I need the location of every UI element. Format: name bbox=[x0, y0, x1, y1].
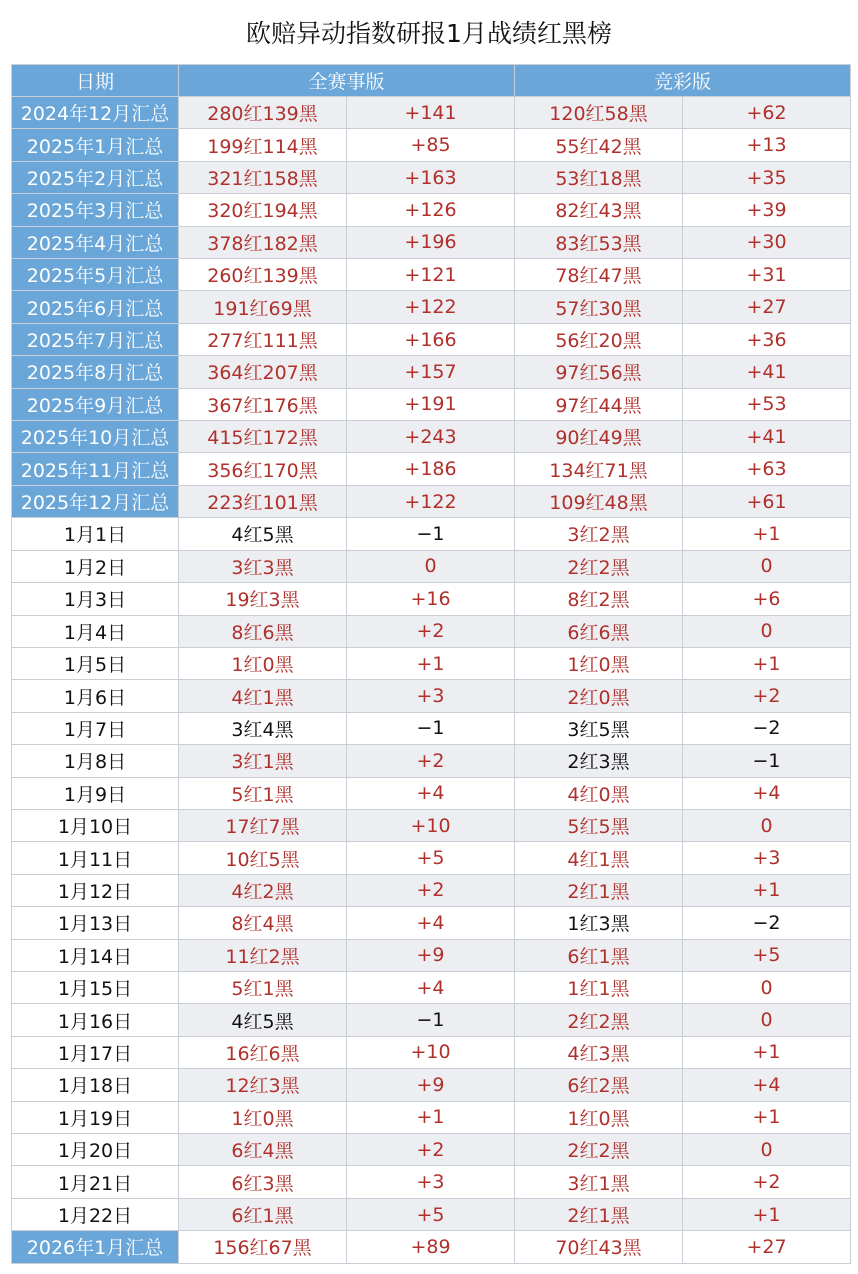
date-cell: 2025年5月汇总 bbox=[12, 259, 179, 291]
table-row bbox=[12, 1069, 851, 1101]
date-cell: 2025年4月汇总 bbox=[12, 226, 179, 258]
all-record-cell: 4红5黑 bbox=[179, 1004, 347, 1036]
summary-row bbox=[12, 485, 851, 517]
jc-record-cell: 6红6黑 bbox=[515, 615, 683, 647]
jc-record-cell: 3红2黑 bbox=[515, 518, 683, 550]
all-record-cell: 415红172黑 bbox=[179, 421, 347, 453]
jc-record-cell: 56红20黑 bbox=[515, 323, 683, 355]
table-row bbox=[12, 1134, 851, 1166]
jc-net-cell: +1 bbox=[683, 647, 851, 679]
jc-net-cell: 0 bbox=[683, 809, 851, 841]
jc-record-cell: 3红1黑 bbox=[515, 1166, 683, 1198]
jc-net-cell: +41 bbox=[683, 421, 851, 453]
table-row bbox=[12, 550, 851, 582]
all-record-cell: 3红1黑 bbox=[179, 745, 347, 777]
jc-net-cell: +53 bbox=[683, 388, 851, 420]
table-row bbox=[12, 680, 851, 712]
all-net-cell: +1 bbox=[347, 647, 515, 679]
summary-row bbox=[12, 453, 851, 485]
results-table bbox=[11, 64, 851, 1264]
jc-net-cell: +4 bbox=[683, 1069, 851, 1101]
jc-net-cell: 0 bbox=[683, 550, 851, 582]
jc-record-cell: 2红1黑 bbox=[515, 1198, 683, 1230]
jc-net-cell: +1 bbox=[683, 518, 851, 550]
all-net-cell: +10 bbox=[347, 1036, 515, 1068]
jc-net-cell: +1 bbox=[683, 1198, 851, 1230]
summary-row bbox=[12, 259, 851, 291]
all-net-cell: +5 bbox=[347, 842, 515, 874]
table-row bbox=[12, 939, 851, 971]
jc-net-cell: +6 bbox=[683, 583, 851, 615]
jc-net-cell: +39 bbox=[683, 194, 851, 226]
table-row bbox=[12, 874, 851, 906]
all-net-cell: +1 bbox=[347, 1101, 515, 1133]
all-record-cell: 4红5黑 bbox=[179, 518, 347, 550]
jc-record-cell: 97红56黑 bbox=[515, 356, 683, 388]
jc-record-cell: 1红0黑 bbox=[515, 1101, 683, 1133]
date-cell: 1月18日 bbox=[12, 1069, 179, 1101]
jc-record-cell: 1红3黑 bbox=[515, 907, 683, 939]
all-net-cell: +9 bbox=[347, 1069, 515, 1101]
all-net-cell: +122 bbox=[347, 485, 515, 517]
table-row bbox=[12, 1004, 851, 1036]
page-title: 欧赔异动指数研报1月战绩红黑榜 bbox=[246, 19, 612, 48]
date-cell: 1月9日 bbox=[12, 777, 179, 809]
jc-net-cell: +27 bbox=[683, 291, 851, 323]
date-cell: 2025年6月汇总 bbox=[12, 291, 179, 323]
date-cell: 2025年11月汇总 bbox=[12, 453, 179, 485]
all-net-cell: 0 bbox=[347, 550, 515, 582]
jc-record-cell: 78红47黑 bbox=[515, 259, 683, 291]
all-record-cell: 356红170黑 bbox=[179, 453, 347, 485]
date-cell: 1月11日 bbox=[12, 842, 179, 874]
all-net-cell: +5 bbox=[347, 1198, 515, 1230]
all-net-cell: +4 bbox=[347, 907, 515, 939]
date-cell: 1月4日 bbox=[12, 615, 179, 647]
all-record-cell: 6红1黑 bbox=[179, 1198, 347, 1230]
all-record-cell: 367红176黑 bbox=[179, 388, 347, 420]
date-cell: 1月13日 bbox=[12, 907, 179, 939]
jc-record-cell: 2红0黑 bbox=[515, 680, 683, 712]
table-body bbox=[12, 97, 851, 1264]
jc-record-cell: 4红1黑 bbox=[515, 842, 683, 874]
all-record-cell: 12红3黑 bbox=[179, 1069, 347, 1101]
jc-record-cell: 57红30黑 bbox=[515, 291, 683, 323]
jc-net-cell: 0 bbox=[683, 1134, 851, 1166]
jc-record-cell: 6红2黑 bbox=[515, 1069, 683, 1101]
all-net-cell: +157 bbox=[347, 356, 515, 388]
jc-net-cell: 0 bbox=[683, 1004, 851, 1036]
jc-net-cell: +27 bbox=[683, 1231, 851, 1263]
all-net-cell: −1 bbox=[347, 1004, 515, 1036]
date-cell: 1月8日 bbox=[12, 745, 179, 777]
all-record-cell: 223红101黑 bbox=[179, 485, 347, 517]
all-net-cell: +2 bbox=[347, 615, 515, 647]
all-net-cell: −1 bbox=[347, 518, 515, 550]
jc-record-cell: 53红18黑 bbox=[515, 161, 683, 193]
table-row bbox=[12, 518, 851, 550]
all-net-cell: +2 bbox=[347, 874, 515, 906]
jc-net-cell: +2 bbox=[683, 680, 851, 712]
header-all-matches: 全赛事版 bbox=[179, 65, 515, 97]
all-net-cell: +4 bbox=[347, 971, 515, 1003]
jc-net-cell: −2 bbox=[683, 907, 851, 939]
jc-net-cell: +63 bbox=[683, 453, 851, 485]
jc-net-cell: 0 bbox=[683, 971, 851, 1003]
all-net-cell: +9 bbox=[347, 939, 515, 971]
all-record-cell: 8红4黑 bbox=[179, 907, 347, 939]
date-cell: 1月1日 bbox=[12, 518, 179, 550]
header-date: 日期 bbox=[12, 65, 179, 97]
all-record-cell: 16红6黑 bbox=[179, 1036, 347, 1068]
all-net-cell: −1 bbox=[347, 712, 515, 744]
summary-row bbox=[12, 291, 851, 323]
all-net-cell: +89 bbox=[347, 1231, 515, 1263]
table-row bbox=[12, 777, 851, 809]
jc-record-cell: 82红43黑 bbox=[515, 194, 683, 226]
all-net-cell: +2 bbox=[347, 745, 515, 777]
jc-net-cell: +5 bbox=[683, 939, 851, 971]
date-cell: 1月15日 bbox=[12, 971, 179, 1003]
all-record-cell: 5红1黑 bbox=[179, 777, 347, 809]
date-cell: 1月17日 bbox=[12, 1036, 179, 1068]
jc-record-cell: 109红48黑 bbox=[515, 485, 683, 517]
date-cell: 1月19日 bbox=[12, 1101, 179, 1133]
all-record-cell: 8红6黑 bbox=[179, 615, 347, 647]
date-cell: 2024年12月汇总 bbox=[12, 97, 179, 129]
date-cell: 2025年2月汇总 bbox=[12, 161, 179, 193]
jc-net-cell: +41 bbox=[683, 356, 851, 388]
jc-record-cell: 120红58黑 bbox=[515, 97, 683, 129]
table-row bbox=[12, 907, 851, 939]
summary-row bbox=[12, 194, 851, 226]
all-net-cell: +3 bbox=[347, 1166, 515, 1198]
all-net-cell: +122 bbox=[347, 291, 515, 323]
table-row bbox=[12, 1036, 851, 1068]
all-record-cell: 321红158黑 bbox=[179, 161, 347, 193]
table-row bbox=[12, 1198, 851, 1230]
all-record-cell: 260红139黑 bbox=[179, 259, 347, 291]
jc-record-cell: 5红5黑 bbox=[515, 809, 683, 841]
jc-net-cell: −2 bbox=[683, 712, 851, 744]
all-record-cell: 5红1黑 bbox=[179, 971, 347, 1003]
summary-row bbox=[12, 323, 851, 355]
all-net-cell: +186 bbox=[347, 453, 515, 485]
jc-record-cell: 1红0黑 bbox=[515, 647, 683, 679]
all-record-cell: 19红3黑 bbox=[179, 583, 347, 615]
all-net-cell: +4 bbox=[347, 777, 515, 809]
jc-net-cell: +4 bbox=[683, 777, 851, 809]
date-cell: 2025年1月汇总 bbox=[12, 129, 179, 161]
jc-record-cell: 90红49黑 bbox=[515, 421, 683, 453]
table-row bbox=[12, 971, 851, 1003]
table-row bbox=[12, 842, 851, 874]
jc-net-cell: +13 bbox=[683, 129, 851, 161]
jc-record-cell: 4红0黑 bbox=[515, 777, 683, 809]
summary-row bbox=[12, 1231, 851, 1263]
jc-record-cell: 1红1黑 bbox=[515, 971, 683, 1003]
date-cell: 1月7日 bbox=[12, 712, 179, 744]
jc-record-cell: 83红53黑 bbox=[515, 226, 683, 258]
table-row bbox=[12, 583, 851, 615]
all-record-cell: 4红2黑 bbox=[179, 874, 347, 906]
all-record-cell: 191红69黑 bbox=[179, 291, 347, 323]
all-record-cell: 1红0黑 bbox=[179, 647, 347, 679]
jc-record-cell: 2红1黑 bbox=[515, 874, 683, 906]
all-record-cell: 156红67黑 bbox=[179, 1231, 347, 1263]
date-cell: 2025年8月汇总 bbox=[12, 356, 179, 388]
jc-record-cell: 55红42黑 bbox=[515, 129, 683, 161]
table-row bbox=[12, 745, 851, 777]
date-cell: 1月22日 bbox=[12, 1198, 179, 1230]
jc-net-cell: +2 bbox=[683, 1166, 851, 1198]
date-cell: 1月12日 bbox=[12, 874, 179, 906]
all-record-cell: 17红7黑 bbox=[179, 809, 347, 841]
all-record-cell: 1红0黑 bbox=[179, 1101, 347, 1133]
all-net-cell: +2 bbox=[347, 1134, 515, 1166]
table-row bbox=[12, 809, 851, 841]
all-record-cell: 320红194黑 bbox=[179, 194, 347, 226]
date-cell: 1月3日 bbox=[12, 583, 179, 615]
summary-row bbox=[12, 388, 851, 420]
table-row bbox=[12, 1166, 851, 1198]
jc-net-cell: +1 bbox=[683, 1036, 851, 1068]
date-cell: 2026年1月汇总 bbox=[12, 1231, 179, 1263]
table-row bbox=[12, 647, 851, 679]
all-net-cell: +166 bbox=[347, 323, 515, 355]
date-cell: 1月21日 bbox=[12, 1166, 179, 1198]
jc-record-cell: 134红71黑 bbox=[515, 453, 683, 485]
jc-net-cell: +1 bbox=[683, 1101, 851, 1133]
jc-net-cell: 0 bbox=[683, 615, 851, 647]
all-record-cell: 6红4黑 bbox=[179, 1134, 347, 1166]
header-jingcai: 竞彩版 bbox=[515, 65, 851, 97]
date-cell: 2025年12月汇总 bbox=[12, 485, 179, 517]
table-row bbox=[12, 615, 851, 647]
jc-net-cell: +31 bbox=[683, 259, 851, 291]
all-record-cell: 10红5黑 bbox=[179, 842, 347, 874]
jc-net-cell: +35 bbox=[683, 161, 851, 193]
date-cell: 1月16日 bbox=[12, 1004, 179, 1036]
jc-record-cell: 4红3黑 bbox=[515, 1036, 683, 1068]
all-record-cell: 3红3黑 bbox=[179, 550, 347, 582]
all-record-cell: 277红111黑 bbox=[179, 323, 347, 355]
all-net-cell: +10 bbox=[347, 809, 515, 841]
all-net-cell: +163 bbox=[347, 161, 515, 193]
date-cell: 1月20日 bbox=[12, 1134, 179, 1166]
date-cell: 2025年3月汇总 bbox=[12, 194, 179, 226]
jc-record-cell: 6红1黑 bbox=[515, 939, 683, 971]
jc-record-cell: 2红2黑 bbox=[515, 1004, 683, 1036]
jc-net-cell: +62 bbox=[683, 97, 851, 129]
jc-record-cell: 70红43黑 bbox=[515, 1231, 683, 1263]
jc-record-cell: 2红2黑 bbox=[515, 1134, 683, 1166]
jc-net-cell: +61 bbox=[683, 485, 851, 517]
jc-net-cell: +36 bbox=[683, 323, 851, 355]
summary-row bbox=[12, 226, 851, 258]
all-record-cell: 199红114黑 bbox=[179, 129, 347, 161]
date-cell: 1月2日 bbox=[12, 550, 179, 582]
date-cell: 1月10日 bbox=[12, 809, 179, 841]
all-record-cell: 378红182黑 bbox=[179, 226, 347, 258]
jc-net-cell: +30 bbox=[683, 226, 851, 258]
all-record-cell: 364红207黑 bbox=[179, 356, 347, 388]
date-cell: 1月6日 bbox=[12, 680, 179, 712]
jc-record-cell: 8红2黑 bbox=[515, 583, 683, 615]
date-cell: 2025年9月汇总 bbox=[12, 388, 179, 420]
table-row bbox=[12, 712, 851, 744]
all-net-cell: +16 bbox=[347, 583, 515, 615]
summary-row bbox=[12, 161, 851, 193]
jc-net-cell: +3 bbox=[683, 842, 851, 874]
all-record-cell: 6红3黑 bbox=[179, 1166, 347, 1198]
jc-net-cell: +1 bbox=[683, 874, 851, 906]
all-record-cell: 3红4黑 bbox=[179, 712, 347, 744]
jc-net-cell: −1 bbox=[683, 745, 851, 777]
all-net-cell: +141 bbox=[347, 97, 515, 129]
jc-record-cell: 97红44黑 bbox=[515, 388, 683, 420]
all-record-cell: 280红139黑 bbox=[179, 97, 347, 129]
all-record-cell: 11红2黑 bbox=[179, 939, 347, 971]
summary-row bbox=[12, 97, 851, 129]
jc-record-cell: 2红3黑 bbox=[515, 745, 683, 777]
table-row bbox=[12, 1101, 851, 1133]
date-cell: 2025年7月汇总 bbox=[12, 323, 179, 355]
all-net-cell: +191 bbox=[347, 388, 515, 420]
all-net-cell: +85 bbox=[347, 129, 515, 161]
summary-row bbox=[12, 129, 851, 161]
summary-row bbox=[12, 421, 851, 453]
all-net-cell: +196 bbox=[347, 226, 515, 258]
jc-record-cell: 2红2黑 bbox=[515, 550, 683, 582]
all-net-cell: +121 bbox=[347, 259, 515, 291]
date-cell: 1月5日 bbox=[12, 647, 179, 679]
jc-record-cell: 3红5黑 bbox=[515, 712, 683, 744]
date-cell: 2025年10月汇总 bbox=[12, 421, 179, 453]
all-net-cell: +3 bbox=[347, 680, 515, 712]
header-row bbox=[12, 65, 851, 97]
summary-row bbox=[12, 356, 851, 388]
all-net-cell: +126 bbox=[347, 194, 515, 226]
date-cell: 1月14日 bbox=[12, 939, 179, 971]
all-record-cell: 4红1黑 bbox=[179, 680, 347, 712]
all-net-cell: +243 bbox=[347, 421, 515, 453]
